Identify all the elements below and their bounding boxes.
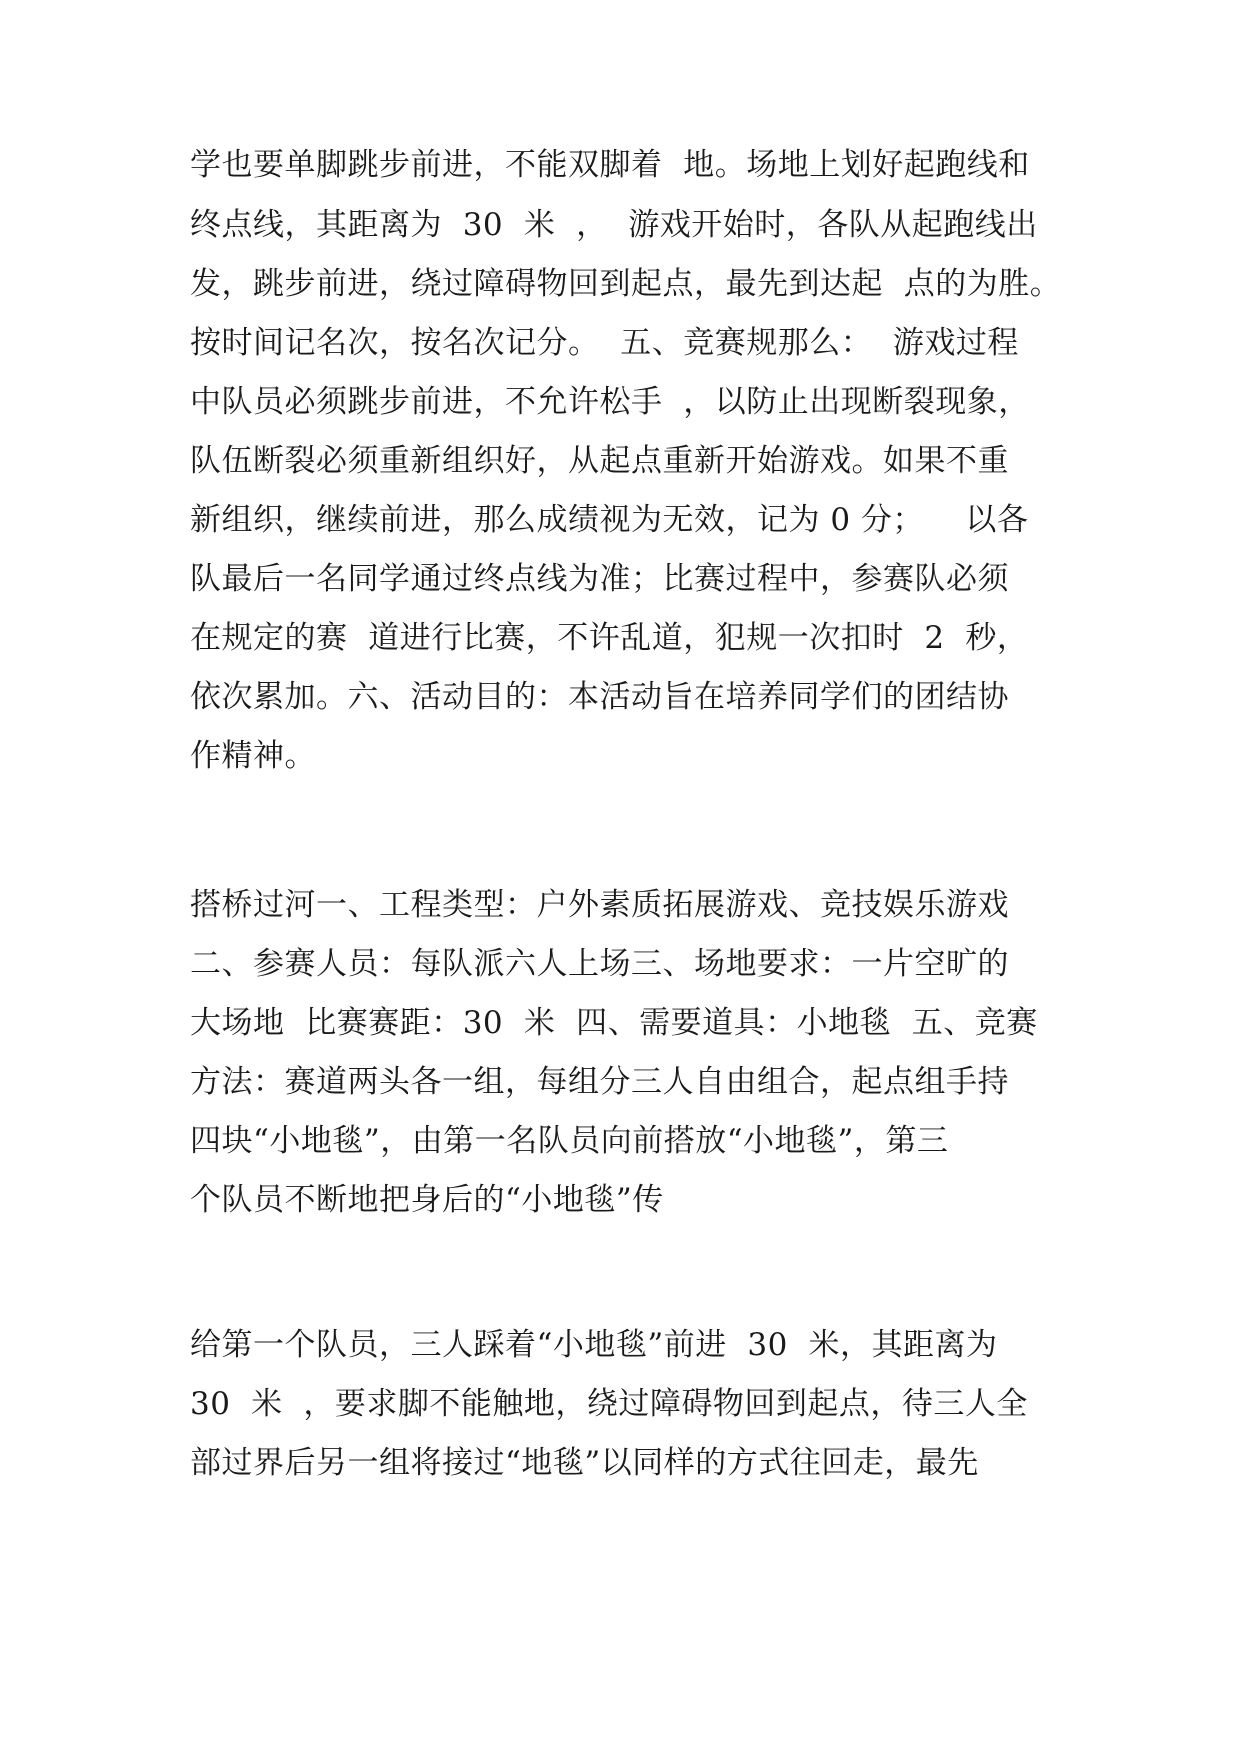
text-line: 新组织，继续前进，那么成绩视为无效，记为 0 分； 以各 — [190, 502, 1029, 538]
text-line: 大场地 比赛赛距：30 米 四、需要道具：小地毯 五、竞赛 — [190, 1005, 1038, 1041]
text-line: 按时间记名次，按名次记分。 五、竞赛规那么： 游戏过程 — [190, 325, 1019, 361]
text-line: 方法：赛道两头各一组，每组分三人自由组合，起点组手持 — [190, 1064, 1009, 1100]
text-line: 队最后一名同学通过终点线为准；比赛过程中，参赛队必须 — [190, 561, 1009, 597]
text-line: 四块“小地毯”，由第一名队员向前搭放“小地毯”，第三 — [190, 1123, 949, 1159]
text-line: 二、参赛人员：每队派六人上场三、场地要求：一片空旷的 — [190, 946, 1009, 982]
text-line: 30 米 ，要求脚不能触地，绕过障碍物回到起点，待三人全 — [190, 1386, 1028, 1422]
text-line: 学也要单脚跳步前进，不能双脚着 地。场地上划好起跑线和 — [190, 147, 1030, 183]
text-line: 发，跳步前进，绕过障碍物回到起点，最先到达起 点的为胜。 — [190, 266, 1062, 302]
text-line: 给第一个队员，三人踩着“小地毯”前进 30 米，其距离为 — [190, 1327, 998, 1363]
text-line: 终点线，其距离为 30 米 ， 游戏开始时，各队从起跑线出 — [190, 207, 1038, 243]
text-line: 作精神。 — [190, 738, 316, 774]
text-line: 依次累加。六、活动目的：本活动旨在培养同学们的团结协 — [190, 679, 1009, 715]
text-line: 中队员必须跳步前进，不允许松手 ，以防止出现断裂现象， — [190, 384, 1030, 420]
text-line: 部过界后另一组将接过“地毯”以同样的方式往回走，最先 — [190, 1445, 979, 1481]
text-line: 在规定的赛 道进行比赛，不许乱道，犯规一次扣时 2 秒， — [190, 620, 1029, 656]
text-line: 搭桥过河一、工程类型：户外素质拓展游戏、竞技娱乐游戏 — [190, 887, 1009, 923]
text-line: 队伍断裂必须重新组织好，从起点重新开始游戏。如果不重 — [190, 443, 1009, 479]
text-line: 个队员不断地把身后的“小地毯”传 — [190, 1182, 664, 1218]
